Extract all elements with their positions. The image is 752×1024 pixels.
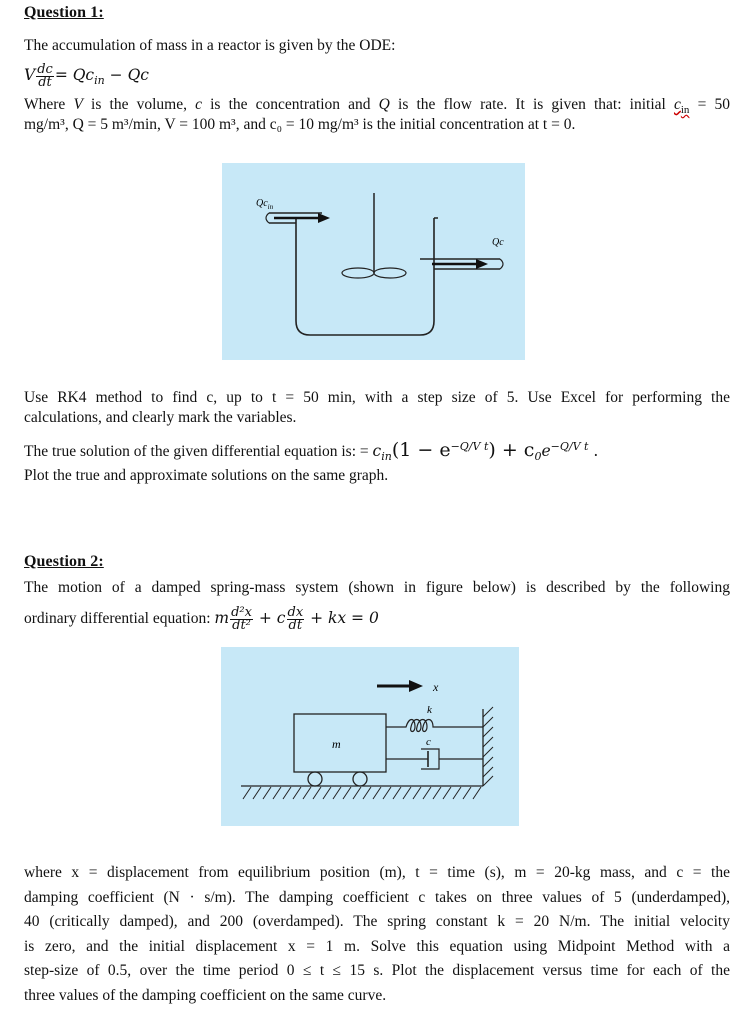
true-sol-exponent: −Q/V t (450, 440, 489, 453)
outlet-pipe-end (500, 259, 503, 269)
true-sol-end: . (588, 442, 599, 461)
q2-body-line-1: where x = displacement from equilibrium position (m), t = time (s), m = 20-kg mass, and c = the (24, 864, 730, 881)
outlet-arrow-head (476, 259, 488, 269)
reactor-diagram (222, 163, 525, 360)
q2-eq-prefix: ordinary differential equation: (24, 610, 215, 627)
q2-body-line-4: is zero, and the initial displacement x = 1 m. Solve this equation using Midpoint Method with a (24, 938, 730, 955)
x-label: x (433, 680, 439, 694)
ode-rhs: = Qc (54, 66, 95, 84)
q1-rk4-line-2: calculations, and clearly mark the variables. (24, 409, 297, 426)
true-sol-prefix: The true solution of the given differential equation is: = (24, 443, 373, 461)
q2-body-line-6: three values of the damping coefficient on the same curve. (24, 987, 387, 1004)
q1-rk4-line-1: Use RK4 method to find c, up to t = 50 min, with a step size of 5. Use Excel for performing the (24, 389, 730, 406)
true-sol-exponent-2: −Q/V t (550, 440, 589, 453)
q2-intro-line-1: The motion of a damped spring-mass system (shown in figure below) is described by the following (24, 579, 730, 596)
q2-eq-first-derivative (287, 604, 305, 633)
q2-body-line-3: 40 (critically damped), and 200 (overdamped). The spring constant k = 20 N/m. The initial velocity (24, 913, 730, 930)
true-sol-close: ) + c (488, 439, 535, 462)
where-var-cin-sub: in (680, 104, 690, 117)
q1-plot-instruction: Plot the true and approximate solutions on the same graph. (24, 467, 389, 484)
where-text-j: = 50 (689, 96, 730, 113)
q2-eq-d2-den: dt² (232, 617, 251, 633)
reactor-figure (222, 163, 525, 360)
true-sol-mid: (1 − e (391, 439, 451, 462)
tank-body (296, 218, 434, 335)
q2-eq-mass: m (214, 609, 230, 627)
q1-where-line-2: mg/m³, Q = 5 m³/min, V = 100 m³, and c₀ = 10 mg/m³ is the initial concentration at t = 0. (24, 116, 576, 133)
ode-rhs-sub: in (94, 74, 105, 88)
where-var-cin: c (673, 96, 681, 113)
true-sol-c0-sub: 0 (534, 450, 542, 464)
spring-mass-diagram (221, 647, 519, 826)
displacement-arrow-head (409, 680, 423, 692)
wheel-left (308, 772, 322, 786)
ode-derivative (36, 61, 54, 90)
inlet-pipe-end (266, 213, 269, 223)
q1-true-solution (24, 434, 730, 464)
where-text-g: is the flow rate. It is given that: initial (389, 96, 674, 113)
stirrer-blade-left (342, 268, 374, 278)
stirrer-blade-right (374, 268, 406, 278)
where-var-q: Q (378, 96, 390, 113)
q2-body-line-2: damping coefficient (N · s/m). The damping coefficient c takes on three values of 5 (underdamped), (24, 889, 730, 906)
wall-hatching (483, 707, 493, 786)
where-text-a: Where (24, 96, 74, 113)
q2-eq-d2-num: d²x (231, 604, 252, 620)
wheel-right (353, 772, 367, 786)
q2-equation-line (24, 600, 730, 636)
c-label: c (426, 736, 431, 748)
true-sol-c-sub: in (381, 450, 392, 464)
q2-eq-d-num: dx (287, 604, 304, 620)
where-var-c: c (195, 96, 202, 113)
ground-hatching (243, 787, 481, 799)
q2-eq-plus-c: + c (253, 609, 286, 627)
ode-volume: V (24, 66, 36, 84)
inlet-label: $Qc_{in}$ (256, 198, 274, 211)
true-sol-expression (372, 439, 599, 464)
where-text-c: is the volume, (82, 96, 196, 113)
q1-ode (24, 56, 730, 94)
true-sol-e: e (541, 442, 551, 461)
question-1-heading: Question 1: (24, 4, 104, 21)
where-var-v: V (73, 96, 83, 113)
true-sol-c: c (372, 442, 382, 461)
spring (386, 720, 483, 732)
inlet-arrow-head (318, 213, 330, 223)
q2-body-line-5: step-size of 0.5, over the time period 0 ≤ t ≤ 15 s. Plot the displacement versus time for each of the (24, 962, 730, 979)
ode-rhs-tail: − Qc (104, 66, 149, 84)
q2-ode (214, 604, 379, 633)
q1-intro: The accumulation of mass in a reactor is given by the ODE: (24, 37, 396, 54)
outlet-label: Qc (492, 237, 504, 248)
ode-derivative-num: dc (37, 61, 53, 77)
question-2-heading: Question 2: (24, 553, 104, 570)
m-label: m (332, 737, 341, 751)
q2-eq-tail: + kx = 0 (305, 609, 379, 627)
spring-mass-figure (221, 647, 519, 826)
q2-eq-second-derivative (230, 604, 253, 633)
ode-derivative-den: dt (38, 74, 52, 90)
q2-eq-d-den: dt (288, 617, 303, 633)
k-label: k (427, 704, 432, 716)
where-text-e: is the concentration and (201, 96, 379, 113)
